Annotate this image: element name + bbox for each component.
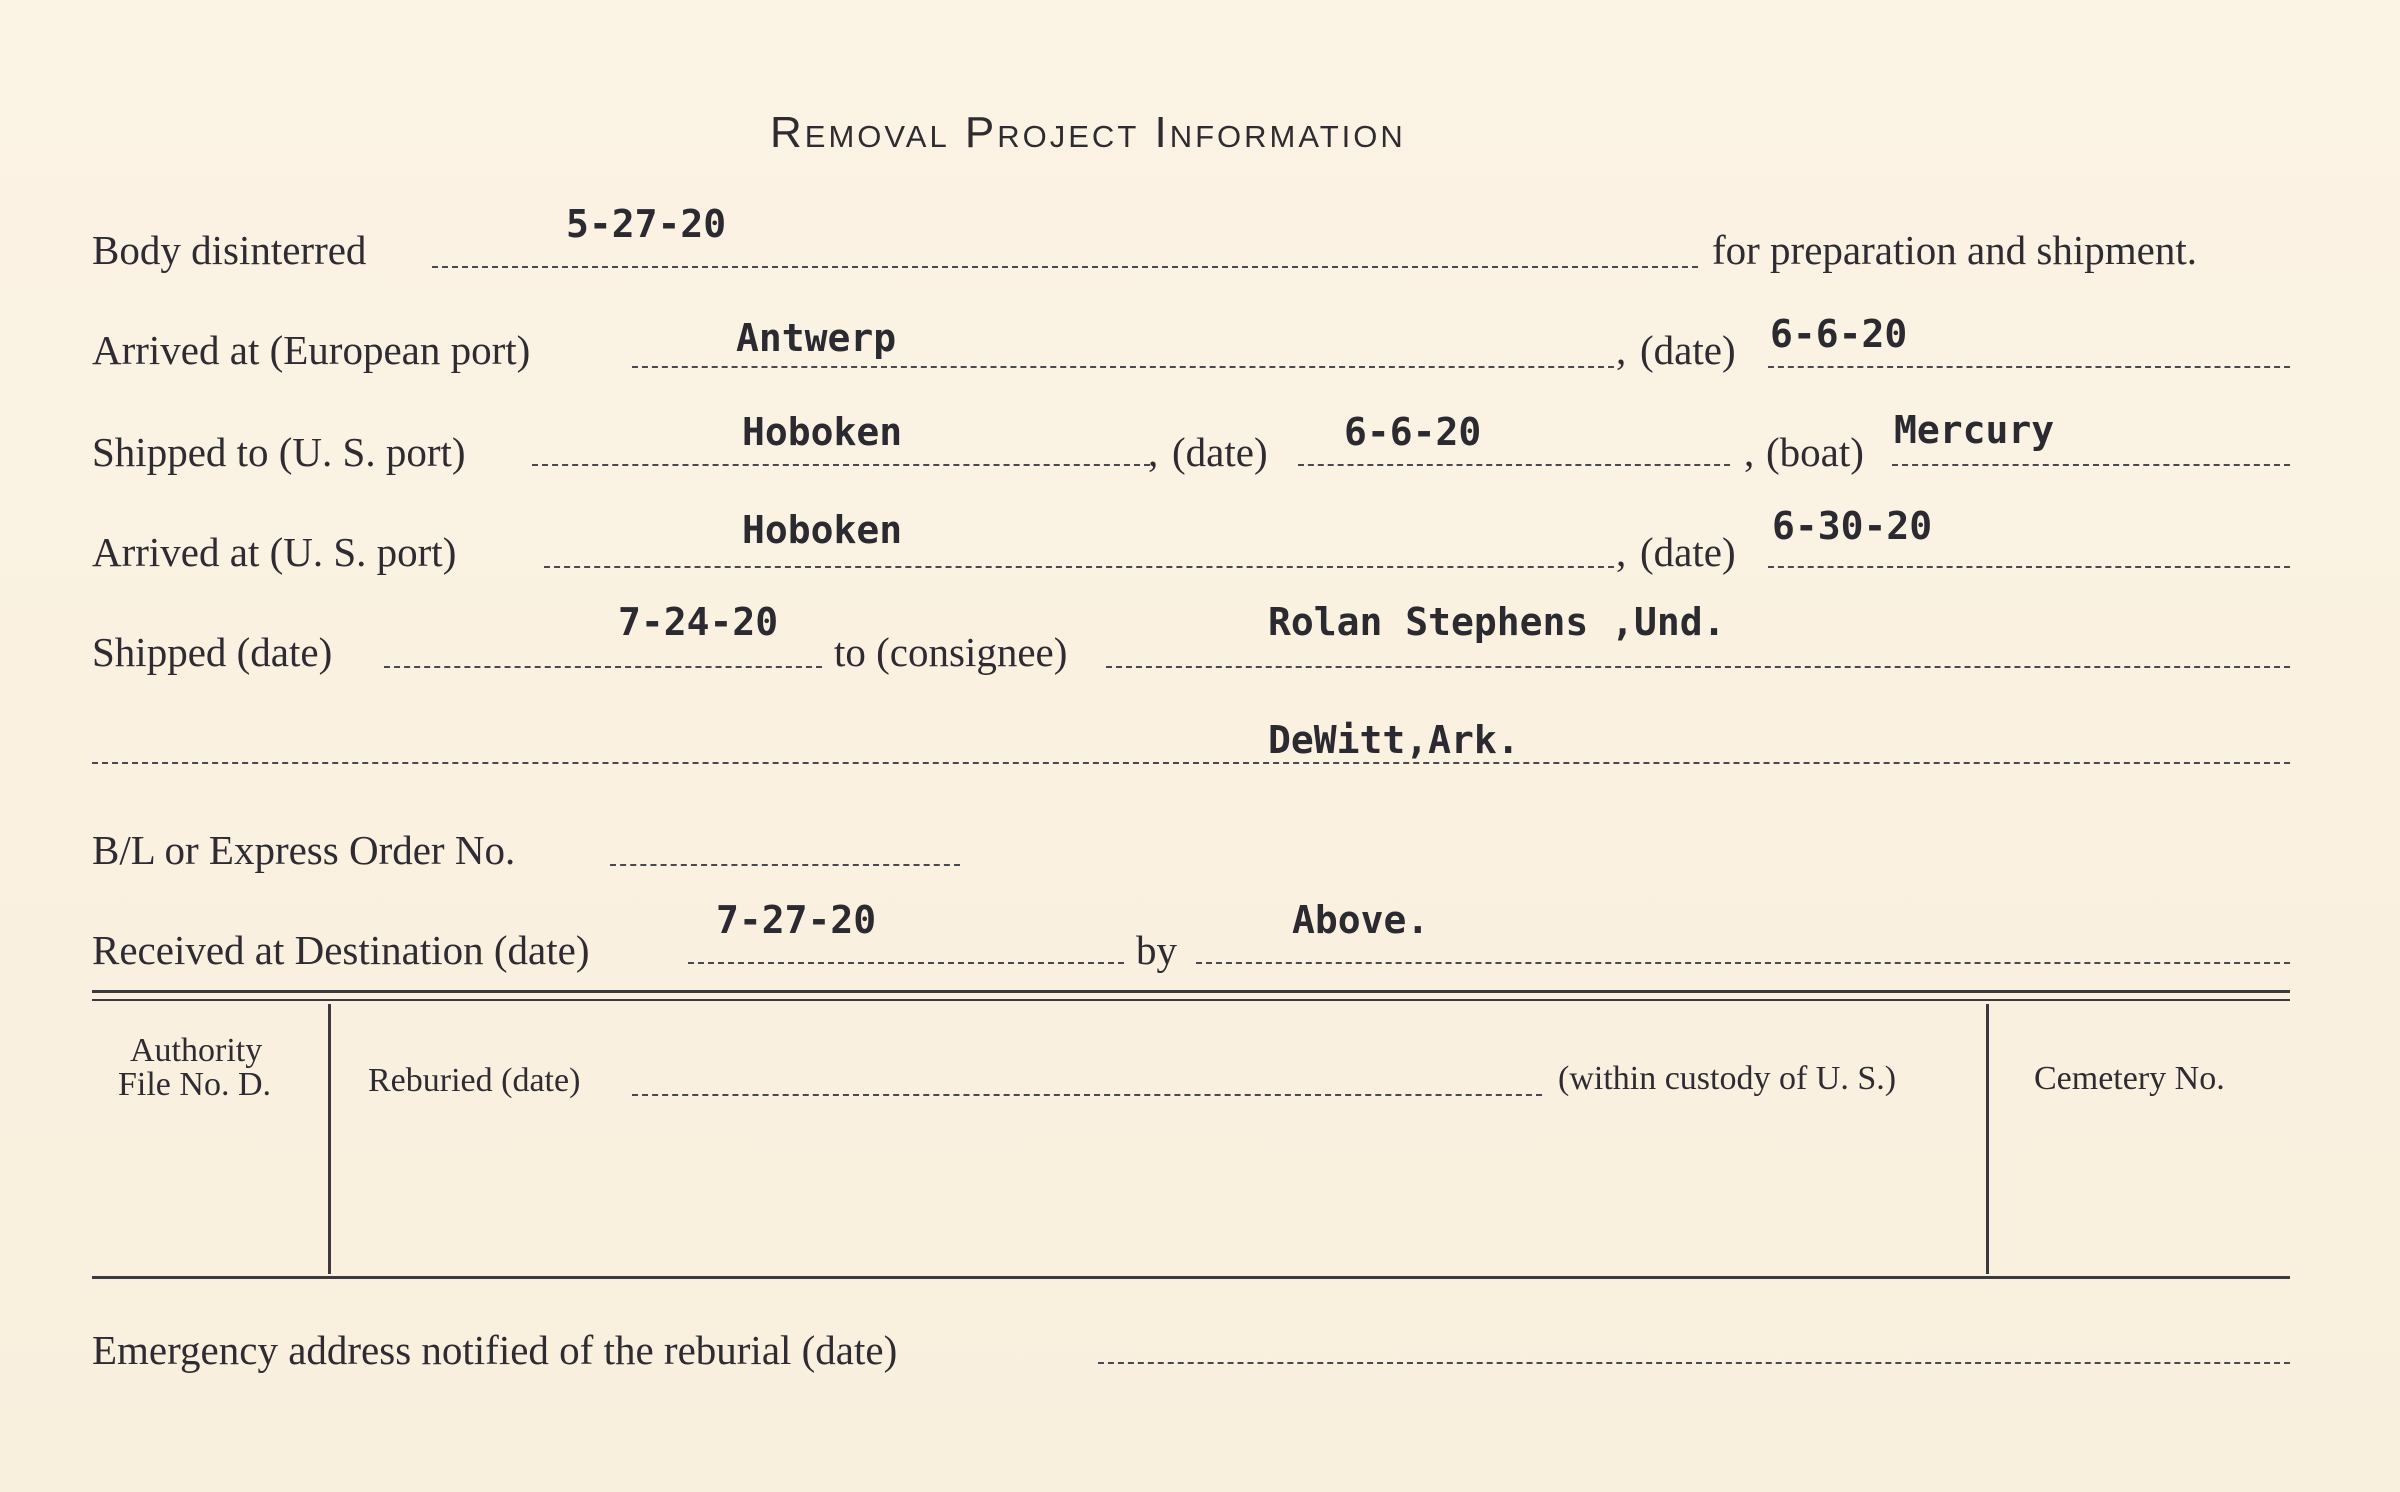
label-by: by [1136,927,1177,973]
label-comma-2: , [1148,429,1159,475]
field-line-disinterred [432,266,1698,268]
field-line-eu-date [1768,366,2290,368]
value-received-date[interactable]: 7-27-20 [716,898,877,942]
label-boat: (boat) [1766,429,1864,475]
divider-top-2 [92,999,2290,1001]
value-disinterred-date[interactable]: 5-27-20 [566,202,727,246]
value-eu-date[interactable]: 6-6-20 [1770,312,1908,356]
field-line-consignee [1106,666,2290,668]
field-line-received-by [1196,962,2290,964]
value-us-port-shipped[interactable]: Hoboken [742,410,903,454]
label-reburied: Reburied (date) [368,1062,581,1099]
label-shipped-to-us-port: Shipped to (U. S. port) [92,429,466,475]
value-us-port-arrived[interactable]: Hoboken [742,508,903,552]
label-received-destination: Received at Destination (date) [92,927,590,973]
divider-bottom [92,1276,2290,1279]
label-arrived-european-port: Arrived at (European port) [92,327,531,373]
value-consignee-line2[interactable]: DeWitt,Ark. [1268,718,1520,762]
field-line-shipped-date [1298,464,1730,466]
field-line-arrived-us-port [544,566,1614,568]
label-arrived-date: (date) [1640,529,1736,575]
label-comma-1: , [1616,327,1627,373]
value-shipped-date-us[interactable]: 6-6-20 [1344,410,1482,454]
field-line-bl [610,864,960,866]
page-title: Removal Project Information [770,108,1406,157]
field-line-shipped-date-row [384,666,822,668]
value-boat[interactable]: Mercury [1894,408,2055,452]
label-arrived-us-port: Arrived at (U. S. port) [92,529,457,575]
label-comma-3: , [1744,429,1755,475]
divider-top-1 [92,990,2290,993]
field-line-boat [1892,464,2290,466]
value-received-by[interactable]: Above. [1292,898,1430,942]
value-shipped-date[interactable]: 7-24-20 [618,600,779,644]
field-line-arrived-date [1768,566,2290,568]
value-arrived-date-us[interactable]: 6-30-20 [1772,504,1933,548]
field-line-consignee-2 [92,762,2290,764]
label-for-preparation: for preparation and shipment. [1712,227,2198,273]
label-body-disinterred: Body disinterred [92,227,367,273]
label-authority: Authority [130,1032,263,1069]
divider-vertical-right [1986,1004,1989,1274]
label-emergency-address: Emergency address notified of the reburial (date) [92,1327,898,1373]
label-shipped-date: (date) [1172,429,1268,475]
label-to-consignee: to (consignee) [834,629,1068,675]
field-line-reburied [632,1094,1542,1096]
label-shipped-date-row: Shipped (date) [92,629,333,675]
field-line-shipped-us-port [532,464,1150,466]
field-line-emergency [1098,1362,2290,1364]
label-bl-express-order: B/L or Express Order No. [92,827,516,873]
label-comma-4: , [1616,529,1627,575]
label-within-custody: (within custody of U. S.) [1558,1060,1897,1097]
label-eu-date: (date) [1640,327,1736,373]
label-file-no: File No. D. [118,1066,271,1103]
field-line-received-date [688,962,1124,964]
field-line-eu-port [632,366,1614,368]
divider-vertical-left [328,1004,331,1274]
value-eu-port[interactable]: Antwerp [736,316,897,360]
value-consignee-line1[interactable]: Rolan Stephens ,Und. [1268,600,1726,644]
label-cemetery-no: Cemetery No. [2034,1060,2225,1097]
